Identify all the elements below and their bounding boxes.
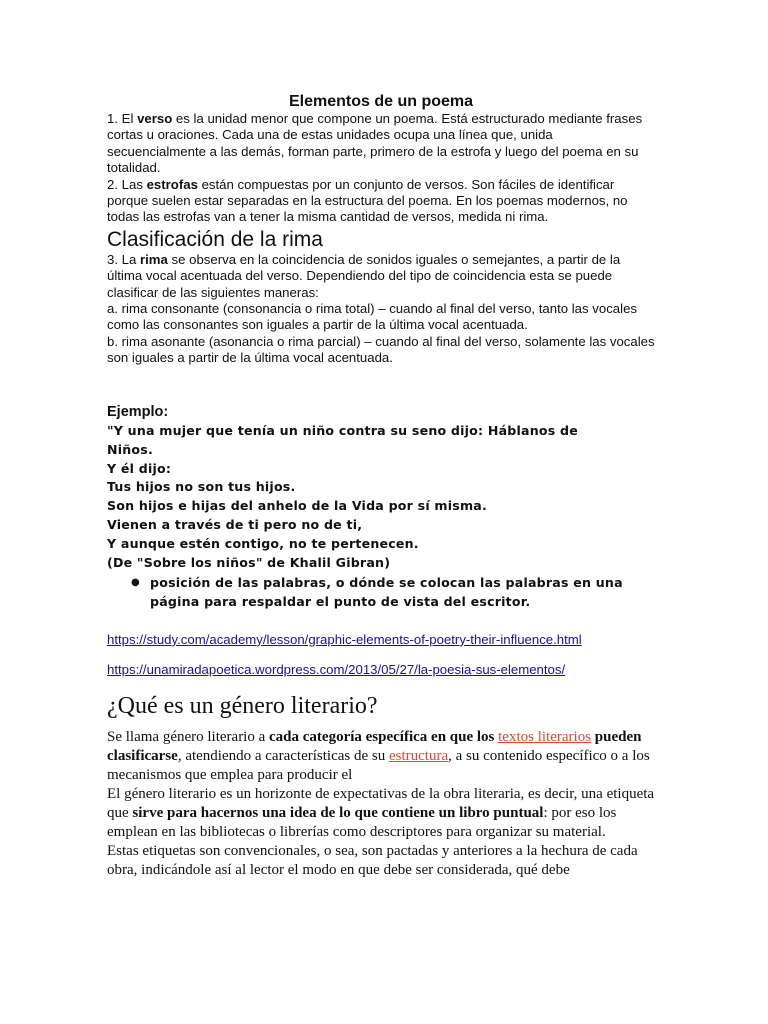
paragraph-genero-etiquetas: Estas etiquetas son convencionales, o sea, son pactadas y anteriores a la hechura de cada obra, indicándole así al lector el modo en que debe ser considerada, qué debe	[107, 842, 638, 878]
text: : por eso los emplean en las bibliotecas o librerías como descriptores para organizar su material.	[107, 804, 617, 840]
poem-line: "Y una mujer que tenía un niño contra su seno dijo: Háblanos de	[107, 422, 578, 438]
poem-line: Y él dijo:	[107, 460, 172, 476]
poem-line: Son hijos e hijas del anhelo de la Vida por sí misma.	[107, 498, 487, 514]
bullet-text-line1: posición de las palabras, o dónde se colocan las palabras en una	[150, 574, 623, 590]
poem-citation: (De "Sobre los niños" de Khalil Gibran)	[107, 555, 391, 571]
example-label: Ejemplo:	[107, 403, 169, 420]
paragraph-verso	[107, 111, 655, 177]
paragraph-rima	[107, 252, 655, 301]
paragraph-genero-definicion	[107, 728, 655, 785]
text: es la unidad menor que compone un poema. Está estructurado mediante frases cortas u oraciones. Cada una de estas unidades ocupa una línea que, unida secuencialmente a las demás, forman parte, primero de la estrofa y luego del poema en su totalidad.	[107, 111, 643, 176]
poem-line: Tus hijos no son tus hijos.	[107, 479, 296, 495]
link-unamiradapoetica[interactable]: https://unamiradapoetica.wordpress.com/2013/05/27/la-poesia-sus-elementos/	[107, 661, 566, 677]
text: , a su contenido específico o a los mecanismos que emplea para producir el	[107, 747, 650, 783]
text: 3. La	[107, 251, 140, 267]
bullet-text-line2: página para respaldar el punto de vista del escritor.	[150, 594, 531, 610]
reference-links	[107, 632, 655, 678]
term-verso: verso	[137, 111, 173, 126]
term-estrofas: estrofas	[146, 176, 198, 192]
poem-line: Y aunque estén contigo, no te pertenecen.	[107, 536, 419, 552]
example-block	[107, 403, 655, 612]
text: están compuestas por un conjunto de versos. Son fáciles de identificar porque suelen estar separadas en la estructura del poema. En los poemas modernos, no todas las estrofas van a tener la misma cantidad de versos, medida ni rima.	[107, 176, 628, 225]
text-bold: cada categoría específica en que los	[269, 728, 499, 745]
poem-line: Niños.	[107, 441, 153, 457]
link-estructura[interactable]: estructura	[388, 747, 449, 764]
paragraph-estrofas	[107, 177, 655, 226]
text: Se llama género literario a	[107, 728, 270, 745]
document-page	[107, 92, 655, 880]
link-study[interactable]: https://study.com/academy/lesson/graphic-elements-of-poetry-their-influence.html	[107, 631, 582, 647]
bullet-list	[107, 573, 655, 612]
document-title: Elementos de un poema	[288, 93, 474, 110]
link-textos-literarios[interactable]: textos literarios	[498, 728, 592, 745]
text: 2. Las	[107, 176, 147, 192]
text: El género literario es un horizonte de expectativas de la obra literaria, es decir, una etiqueta que	[107, 785, 655, 821]
text: se observa en la coincidencia de sonidos iguales o semejantes, a partir de la última vocal acentuada del verso. Dependiendo del tipo de coincidencia esta se puede clasificar de las siguientes maneras:	[107, 251, 621, 300]
text-bold: pueden clasificarse	[107, 728, 642, 764]
term-rima: rima	[140, 251, 168, 267]
text-bold: sirve para hacernos una idea de lo que contiene un libro puntual	[132, 804, 544, 821]
text: 1. El	[107, 111, 138, 126]
heading-genero-literario: ¿Qué es un género literario?	[107, 692, 378, 719]
paragraph-genero-horizonte	[107, 785, 655, 842]
bullet-icon: ●	[131, 576, 140, 588]
heading-clasificacion-rima: Clasificación de la rima	[107, 227, 323, 251]
text: , atendiendo a características de su	[177, 747, 389, 764]
poem-line: Vienen a través de ti pero no de ti,	[107, 517, 363, 533]
paragraph-rima-consonante: a. rima consonante (consonancia o rima total) – cuando al final del verso, tanto las vocales como las consonantes son iguales a partir de la última vocal acentuada.	[107, 301, 637, 333]
paragraph-rima-asonante: b. rima asonante (asonancia o rima parcial) – cuando al final del verso, solamente las vocales son iguales a partir de la última vocal acentuada.	[107, 333, 655, 366]
list-item	[107, 573, 655, 612]
